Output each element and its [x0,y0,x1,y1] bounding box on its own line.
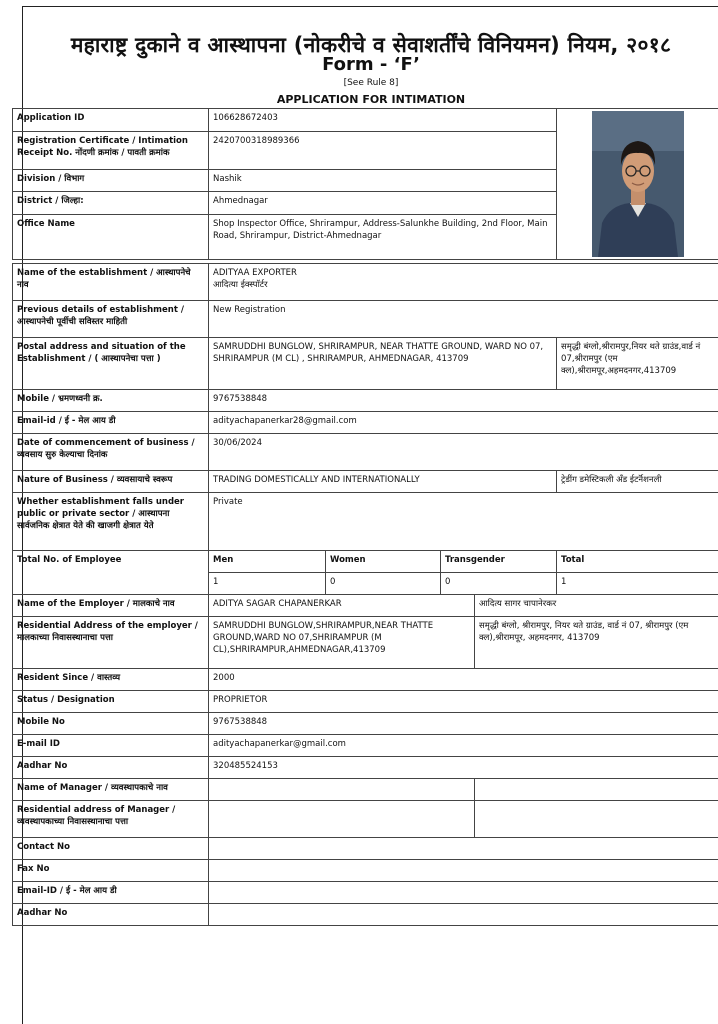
table-row [13,779,718,801]
table-row [13,109,718,132]
total-count: 1 [557,573,718,595]
office-name-value: Shop Inspector Office, Shrirampur, Address-Salunkhe Building, 2nd Floor, Main Road, Shrirampur, District-Ahmednagar [209,214,557,259]
manager-address-marathi [475,801,718,838]
application-id-value: 106628672403 [209,109,557,132]
employer-aadhar-value: 320485524153 [209,757,718,779]
table-row [13,757,718,779]
division-value: Nashik [209,169,557,192]
application-heading: APPLICATION FOR INTIMATION [276,93,466,106]
table-row [13,264,718,301]
previous-details-value: New Registration [209,301,718,338]
women-header: Women [326,551,441,573]
district-value: Ahmednagar [209,192,557,215]
manager-email-value [209,882,718,904]
sector-value: Private [209,493,718,551]
table-row [13,838,718,860]
men-header: Men [209,551,326,573]
form-name: Form - ‘F’ [322,54,420,75]
mobile-value: 9767538848 [209,390,718,412]
manager-address-value [209,801,475,838]
manager-address-label: Residential address of Manager / व्यवस्थापकाच्या निवासस्थानाचा पत्ता [13,801,209,838]
transgender-header: Transgender [441,551,557,573]
table-row [13,434,718,471]
application-table [12,108,718,926]
table-row [13,735,718,757]
manager-name-value [209,779,475,801]
employer-mobile-label: Mobile No [13,713,209,735]
women-count: 0 [326,573,441,595]
table-row [13,471,718,493]
postal-address-value: SAMRUDDHI BUNGLOW, SHRIRAMPUR, NEAR THATTE GROUND, WARD NO 07, SHRIRAMPUR (M CL) , SHRIRAMPUR, AHMEDNAGAR, 413709 [209,338,557,390]
photo-cell [557,109,718,260]
designation-label: Status / Designation [13,691,209,713]
business-nature-marathi: ट्रेडींग डमेस्टिकली अँड ईटर्नॅशनली [557,471,718,493]
fax-no-value [209,860,718,882]
establishment-name-mr: आदित्या ईक्स्पॉर्टर [213,280,268,290]
table-row [13,595,718,617]
registration-no-value: 2420700318989366 [209,131,557,169]
table-row [13,801,718,838]
employer-mobile-value: 9767538848 [209,713,718,735]
postal-address-marathi: समृद्धी बंग्लो,श्रीरामपुर,नियर थते ग्राउंड,वार्ड नं 07,श्रीरामपुर (एम क्ल),श्रीरामपूर,अहमदनगर,413709 [557,338,718,390]
employer-email-value: adityachapanerkar@gmail.com [209,735,718,757]
table-row [13,301,718,338]
business-nature-value: TRADING DOMESTICALLY AND INTERNATIONALLY [209,471,557,493]
form-title: महाराष्ट्र दुकाने व आस्थापना (नोकरीचे व सेवाशर्तींचे विनियमन) नियम, २०१८ [70,33,672,57]
table-row [13,713,718,735]
fax-no-label: Fax No [13,860,209,882]
table-row [13,412,718,434]
establishment-name-value [209,264,718,301]
employer-address-value: SAMRUDDHI BUNGLOW,SHRIRAMPUR,NEAR THATTE GROUND,WARD NO 07,SHRIRAMPUR (M CL),SHRIRAMPUR,AHMEDNAGAR,413709 [209,617,475,669]
district-label: District / जिल्हा: [13,192,209,215]
table-row [13,904,718,926]
table-row [13,860,718,882]
employer-name-value: ADITYA SAGAR CHAPANERKAR [209,595,475,617]
mobile-label: Mobile / भ्रमणध्वनी क्र. [13,390,209,412]
postal-address-label: Postal address and situation of the Establishment / ( आस्थापनेचा पत्ता ) [13,338,209,390]
email-label: Email-id / ई - मेल आय डी [13,412,209,434]
contact-no-label: Contact No [13,838,209,860]
manager-name-marathi [475,779,718,801]
manager-aadhar-label: Aadhar No [13,904,209,926]
rule-reference: [See Rule 8] [343,78,399,88]
employer-email-label: E-mail ID [13,735,209,757]
application-table-wrapper [12,108,718,926]
table-row [13,551,718,573]
men-count: 1 [209,573,326,595]
table-row [13,390,718,412]
office-name-label: Office Name [13,214,209,259]
table-row [13,617,718,669]
establishment-name-label: Name of the establishment / आस्थापनेचे नाव [13,264,209,301]
business-nature-label: Nature of Business / व्यवसायाचे स्वरूप [13,471,209,493]
manager-email-label: Email-ID / ई - मेल आय डी [13,882,209,904]
establishment-name-en: ADITYAA EXPORTER [213,268,297,278]
transgender-count: 0 [441,573,557,595]
table-row [13,493,718,551]
registration-no-label: Registration Certificate / Intimation Receipt No. नोंदणी क्रमांक / पावती क्रमांक [13,131,209,169]
application-id-label: Application ID [13,109,209,132]
employer-name-label: Name of the Employer / मालकाचे नाव [13,595,209,617]
employer-aadhar-label: Aadhar No [13,757,209,779]
commencement-date-label: Date of commencement of business / व्यवसाय सुरु केल्याचा दिनांक [13,434,209,471]
designation-value: PROPRIETOR [209,691,718,713]
employer-name-marathi: आदित्य सागर चापानेरकर [475,595,718,617]
employer-address-marathi: समृद्धी बंग्लो, श्रीरामपुर, नियर थते ग्राउंड, वार्ड नं 07, श्रीरामपुर (एम क्ल),श्रीरामपूर, अहमदनगर, 413709 [475,617,718,669]
sector-label: Whether establishment falls under public or private sector / आस्थापना सार्वजनिक क्षेत्रात येते की खाजगी क्षेत्रात येते [13,493,209,551]
contact-no-value [209,838,718,860]
employer-address-label: Residential Address of the employer / मालकाच्या निवासस्थानाचा पत्ता [13,617,209,669]
table-row [13,882,718,904]
previous-details-label: Previous details of establishment / आस्थापनेची पूर्वीची सविस्तर माहिती [13,301,209,338]
total-header: Total [557,551,718,573]
resident-since-label: Resident Since / वास्तव्य [13,669,209,691]
table-row [13,691,718,713]
table-row [13,669,718,691]
person-photo-icon [592,111,684,257]
commencement-date-value: 30/06/2024 [209,434,718,471]
table-row [13,338,718,390]
division-label: Division / विभाग [13,169,209,192]
email-value: adityachapanerkar28@gmail.com [209,412,718,434]
total-employee-label: Total No. of Employee [13,551,209,595]
manager-name-label: Name of Manager / व्यवस्थापकाचे नाव [13,779,209,801]
applicant-photo [592,111,684,257]
manager-aadhar-value [209,904,718,926]
resident-since-value: 2000 [209,669,718,691]
